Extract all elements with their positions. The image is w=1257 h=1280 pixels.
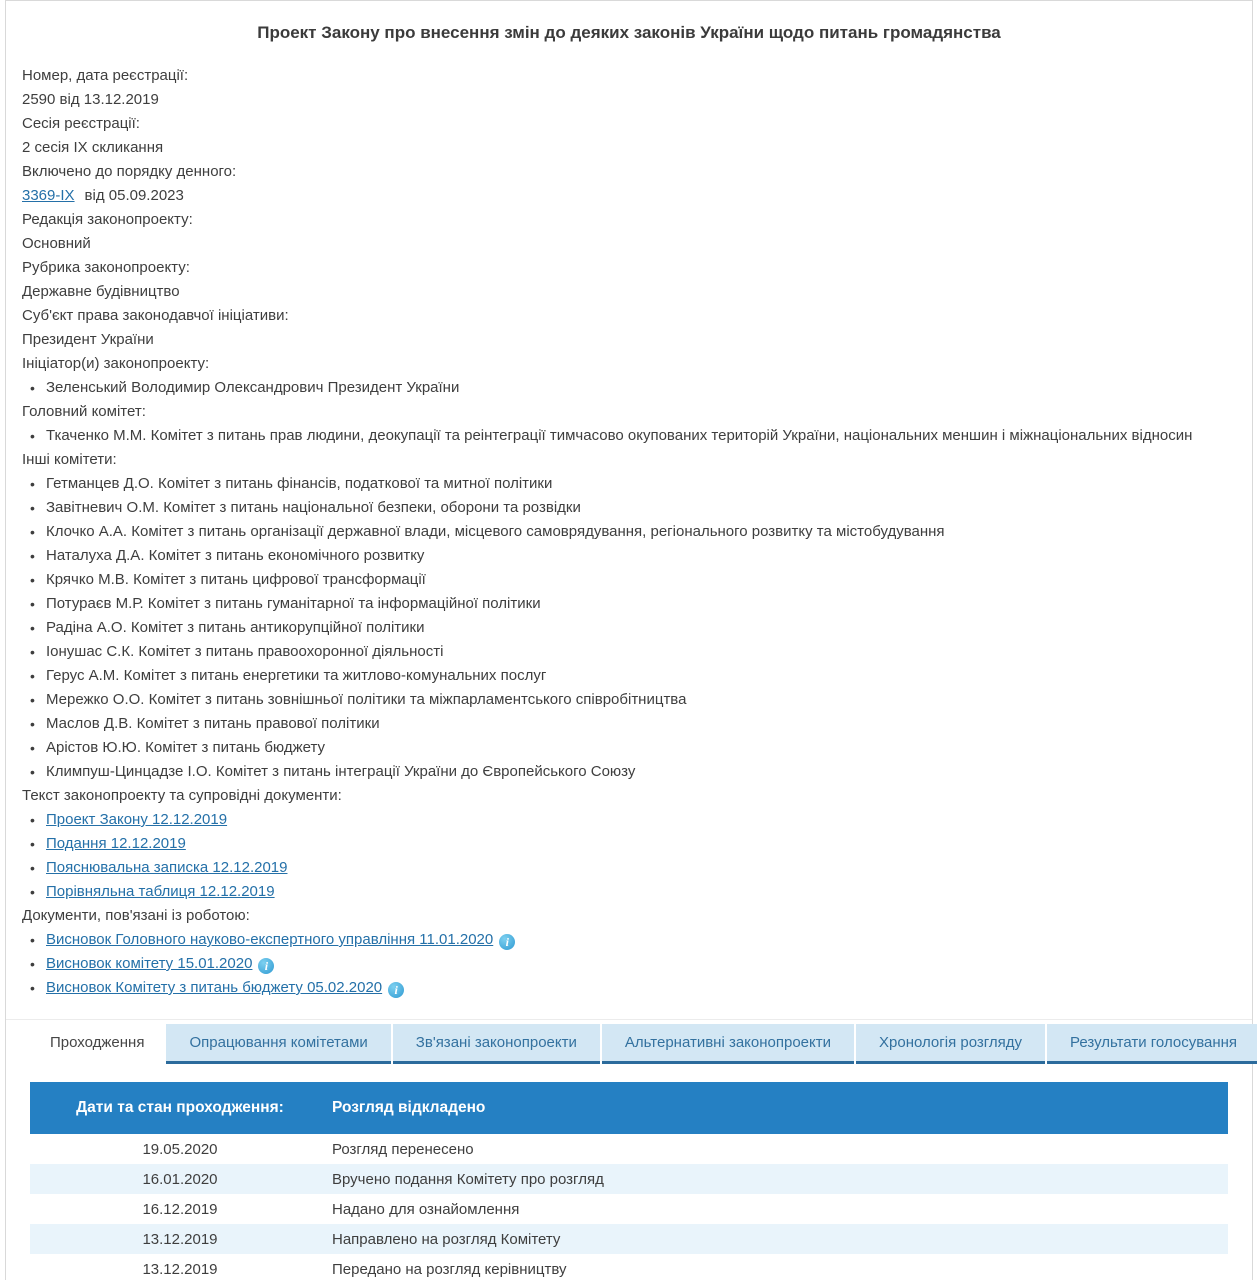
related-document-link[interactable]: Висновок Головного науково-експертного управління 11.01.2020	[46, 931, 494, 948]
row-date: 16.12.2019	[142, 1200, 218, 1218]
row-status: Направлено на розгляд Комітету	[332, 1230, 561, 1248]
committee-item	[17, 544, 1242, 568]
bullet-icon: •	[30, 380, 35, 396]
tab-opratsiuvannia-komitetamy[interactable]: Опрацювання комітетами	[166, 1024, 390, 1064]
row-date: 16.01.2020	[142, 1170, 218, 1188]
tab-rezultaty-holosuvannia[interactable]: Результати голосування	[1047, 1024, 1257, 1064]
row-status: Вручено подання Комітету про розгляд	[332, 1170, 604, 1188]
related-document-link[interactable]: Висновок комітету 15.01.2020	[46, 955, 253, 972]
bullet-icon: •	[30, 980, 35, 996]
document-link[interactable]: Пояснювальна записка 12.12.2019	[46, 859, 288, 876]
other-committees-label: Інші комітети:	[22, 451, 117, 468]
bullet-icon: •	[30, 572, 35, 588]
status-table-header-status: Розгляд відкладено	[332, 1099, 486, 1116]
tab-alternatyvni-zakonoproekty[interactable]: Альтернативні законопроекти	[602, 1024, 854, 1064]
tab-bar	[30, 1024, 1252, 1064]
committee-name: Завітневич О.М. Комітет з питань національної безпеки, оборони та розвідки	[46, 499, 581, 516]
related-document-item	[17, 952, 1242, 976]
initiators-label: Ініціатор(и) законопроекту:	[22, 355, 210, 372]
subject-value: Президент України	[22, 331, 154, 348]
document-link[interactable]: Порівняльна таблиця 12.12.2019	[46, 883, 275, 900]
session-label: Сесія реєстрації:	[22, 115, 140, 132]
documents-label: Текст законопроекту та супровідні документи:	[22, 787, 342, 804]
bullet-icon: •	[30, 956, 35, 972]
committee-item	[17, 568, 1242, 592]
info-icon[interactable]: i	[258, 958, 274, 974]
committee-name: Гетманцев Д.О. Комітет з питань фінансів, податкової та митної політики	[46, 475, 553, 492]
committee-name: Наталуха Д.А. Комітет з питань економічного розвитку	[46, 547, 425, 564]
committee-item	[17, 472, 1242, 496]
row-status: Розгляд перенесено	[332, 1140, 474, 1158]
committee-item	[17, 640, 1242, 664]
committee-name: Климпуш-Цинцадзе І.О. Комітет з питань інтеграції України до Європейського Союзу	[46, 763, 636, 780]
table-row	[30, 1224, 1228, 1254]
status-table-header	[30, 1082, 1228, 1134]
rubric-label: Рубрика законопроекту:	[22, 259, 190, 276]
bullet-icon: •	[30, 476, 35, 492]
related-documents-label: Документи, пов'язані із роботою:	[22, 907, 250, 924]
table-row	[30, 1194, 1228, 1224]
committee-item	[17, 760, 1242, 784]
table-row	[30, 1164, 1228, 1194]
registration-label: Номер, дата реєстрації:	[22, 67, 189, 84]
status-table-header-label: Дати та стан проходження:	[76, 1099, 284, 1116]
subject-label: Суб'єкт права законодавчої ініціативи:	[22, 307, 289, 324]
session-value: 2 сесія IX скликання	[22, 139, 164, 156]
related-document-item	[17, 928, 1242, 952]
agenda-date: від 05.09.2023	[84, 187, 184, 204]
committee-name: Клочко А.А. Комітет з питань організації державної влади, місцевого самоврядування, регіонального розвитку та містобудування	[46, 523, 945, 540]
row-status: Надано для ознайомлення	[332, 1200, 520, 1218]
document-item	[17, 808, 1242, 832]
bullet-icon: •	[30, 596, 35, 612]
document-item	[17, 880, 1242, 904]
edition-label: Редакція законопроекту:	[22, 211, 193, 228]
bullet-icon: •	[30, 524, 35, 540]
committee-name: Герус А.М. Комітет з питань енергетики та житлово-комунальних послуг	[46, 667, 547, 684]
agenda-line	[17, 184, 1242, 208]
initiator-name: Зеленський Володимир Олександрович Президент України	[46, 379, 460, 396]
bullet-icon: •	[30, 836, 35, 852]
committee-name: Мережко О.О. Комітет з питань зовнішньої політики та міжпарламентського співробітництва	[46, 691, 687, 708]
committee-item	[17, 688, 1242, 712]
row-status: Передано на розгляд керівництву	[332, 1260, 567, 1278]
bullet-icon: •	[30, 668, 35, 684]
bullet-icon: •	[30, 764, 35, 780]
main-committee-item	[17, 424, 1242, 448]
bullet-icon: •	[30, 740, 35, 756]
main-committee-name: Ткаченко М.М. Комітет з питань прав людини, деокупації та реінтеграції тимчасово окупованих територій України, національних меншин і міжнаціональних відносин	[46, 427, 1193, 444]
info-icon[interactable]: i	[499, 934, 515, 950]
document-item	[17, 856, 1242, 880]
agenda-label: Включено до порядку денного:	[22, 163, 237, 180]
table-row	[30, 1254, 1228, 1280]
tab-prohodzhennia[interactable]: Проходження	[30, 1024, 164, 1064]
committee-item	[17, 736, 1242, 760]
committee-item	[17, 712, 1242, 736]
edition-value: Основний	[22, 235, 91, 252]
bullet-icon: •	[30, 692, 35, 708]
agenda-law-link[interactable]: 3369-IX	[22, 187, 75, 204]
bullet-icon: •	[30, 860, 35, 876]
table-row	[30, 1134, 1228, 1164]
committee-name: Маслов Д.В. Комітет з питань правової політики	[46, 715, 380, 732]
bill-metadata	[17, 64, 1242, 1000]
committee-name: Радіна А.О. Комітет з питань антикорупційної політики	[46, 619, 425, 636]
bullet-icon: •	[30, 812, 35, 828]
bill-page	[5, 0, 1253, 1280]
bullet-icon: •	[30, 500, 35, 516]
committee-name: Іонушас С.К. Комітет з питань правоохоронної діяльності	[46, 643, 444, 660]
committee-item	[17, 592, 1242, 616]
row-date: 13.12.2019	[142, 1260, 218, 1278]
rubric-value: Державне будівництво	[22, 283, 180, 300]
page-title: Проект Закону про внесення змін до деяких законів України щодо питань громадянства	[257, 23, 1001, 42]
committee-name: Потураєв М.Р. Комітет з питань гуманітарної та інформаційної політики	[46, 595, 541, 612]
row-date: 13.12.2019	[142, 1230, 218, 1248]
committee-item	[17, 520, 1242, 544]
document-link[interactable]: Проект Закону 12.12.2019	[46, 811, 228, 828]
committee-item	[17, 616, 1242, 640]
bullet-icon: •	[30, 620, 35, 636]
committee-item	[17, 664, 1242, 688]
bullet-icon: •	[30, 884, 35, 900]
bullet-icon: •	[30, 716, 35, 732]
document-link[interactable]: Подання 12.12.2019	[46, 835, 186, 852]
bullet-icon: •	[30, 644, 35, 660]
committee-name: Крячко М.В. Комітет з питань цифрової трансформації	[46, 571, 426, 588]
committee-name: Арістов Ю.Ю. Комітет з питань бюджету	[46, 739, 326, 756]
committee-item	[17, 496, 1242, 520]
main-committee-label: Головний комітет:	[22, 403, 146, 420]
related-document-link[interactable]: Висновок Комітету з питань бюджету 05.02.2020	[46, 979, 383, 996]
row-date: 19.05.2020	[142, 1140, 218, 1158]
bullet-icon: •	[30, 548, 35, 564]
info-icon[interactable]: i	[388, 982, 404, 998]
bullet-icon: •	[30, 428, 35, 444]
document-item	[17, 832, 1242, 856]
status-table	[30, 1082, 1228, 1280]
tab-zviazani-zakonoproekty[interactable]: Зв'язані законопроекти	[393, 1024, 600, 1064]
initiator-item	[17, 376, 1242, 400]
registration-value: 2590 від 13.12.2019	[22, 91, 159, 108]
related-document-item	[17, 976, 1242, 1000]
section-divider	[6, 1019, 1252, 1020]
tab-khronolohiia-rozghliadu[interactable]: Хронологія розгляду	[856, 1024, 1045, 1064]
bullet-icon: •	[30, 932, 35, 948]
